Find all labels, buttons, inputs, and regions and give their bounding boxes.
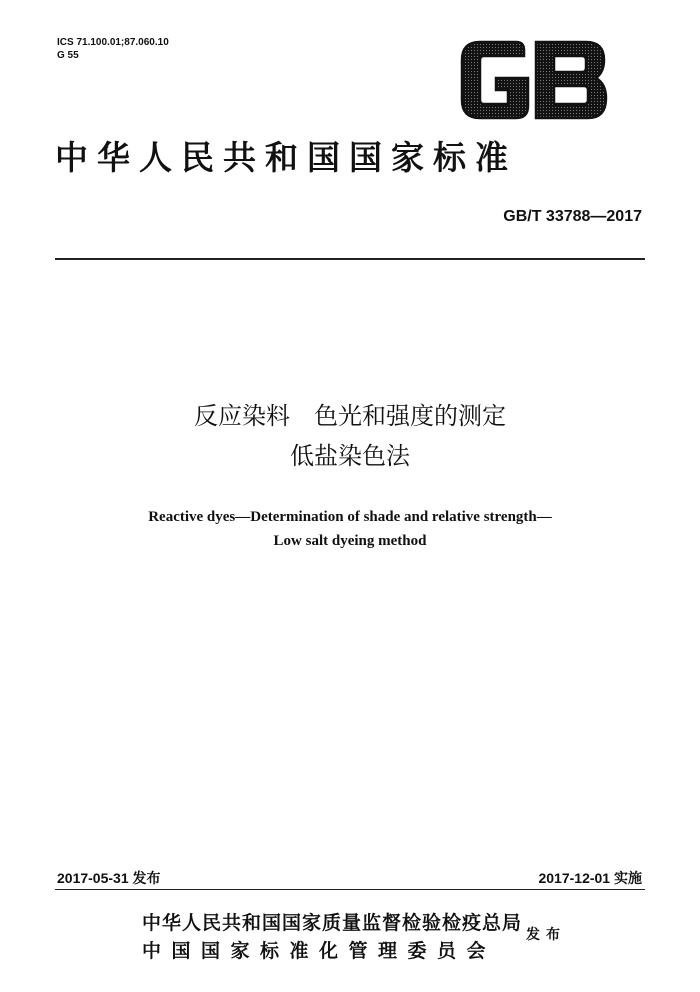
title-en-line1: Reactive dyes—Determination of shade and relative strength—: [148, 509, 552, 525]
publish-label: 发布: [526, 927, 566, 943]
national-standard-heading: 中华人民共和国国家标准: [55, 138, 517, 177]
header-divider: [55, 258, 645, 260]
issuer-line2: 中国国家标准化管理委员会: [142, 940, 497, 962]
issue-date: 2017-05-31 发布: [57, 870, 161, 886]
ccs-code: G 55: [57, 50, 79, 61]
implement-date: 2017-12-01 实施: [538, 870, 642, 886]
title-cn-line1: 反应染料 色光和强度的测定: [194, 402, 506, 430]
gb-logo: [458, 40, 610, 120]
title-cn-line2: 低盐染色法: [290, 442, 410, 470]
classification-block: [57, 36, 169, 62]
title-en-line2: Low salt dyeing method: [273, 533, 427, 549]
issuer-line1: 中华人民共和国国家质量监督检验检疫总局: [142, 912, 523, 934]
ics-code: ICS 71.100.01;87.060.10: [57, 37, 169, 48]
gb-logo-icon: [458, 40, 610, 120]
standard-number: GB/T 33788—2017: [503, 208, 642, 225]
footer-divider: [55, 889, 645, 890]
